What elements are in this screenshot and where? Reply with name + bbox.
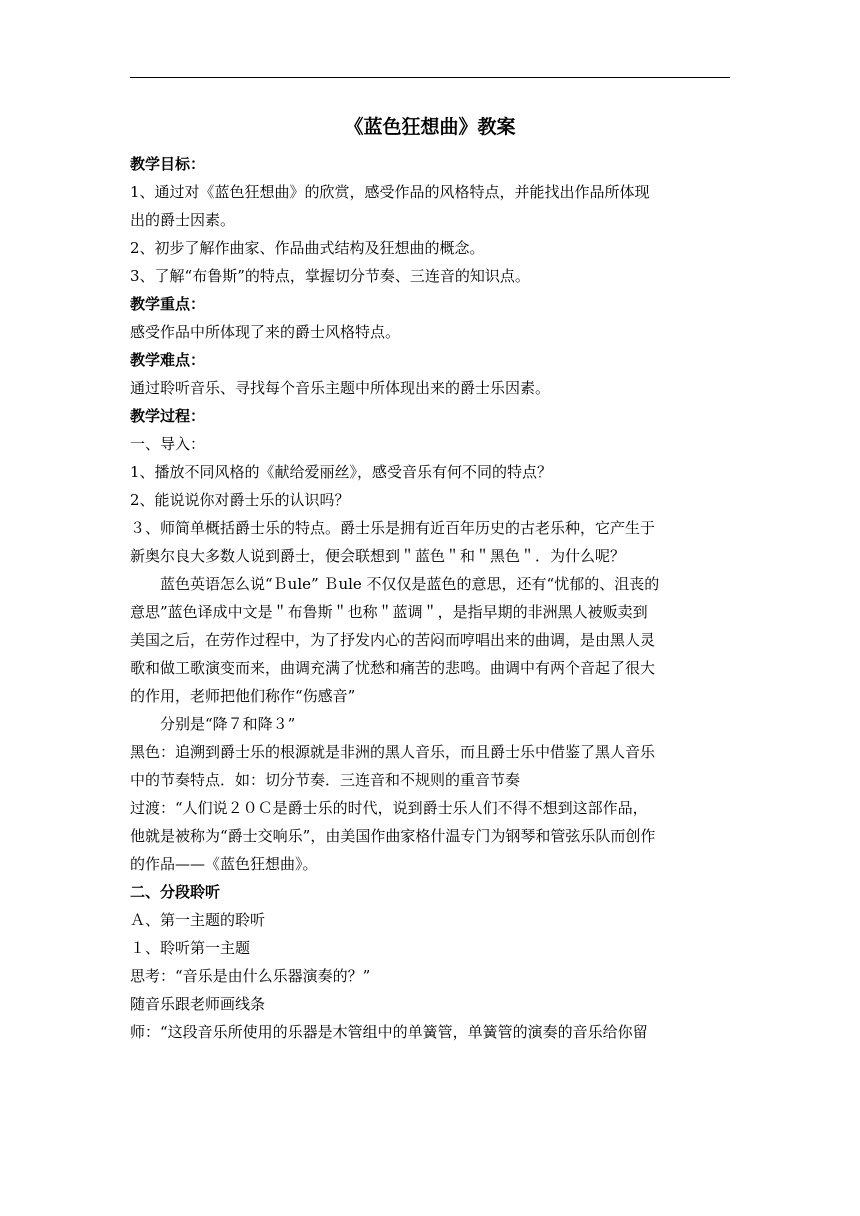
paragraph-line: 歌和做工歌演变而来，曲调充满了忧愁和痛苦的悲鸣。曲调中有两个音起了很大 — [130, 659, 656, 677]
paragraph-line: 的作品——《蓝色狂想曲》。 — [130, 855, 318, 873]
paragraph-line: 的作用，老师把他们称作“伤感音” — [130, 687, 356, 705]
section-heading: 二、分段聆听 — [130, 883, 221, 901]
paragraph-line: 中的节奏特点．如：切分节奏．三连音和不规则的重音节奏 — [130, 771, 521, 789]
paragraph-line: 通过聆听音乐、寻找每个音乐主题中所体现出来的爵士乐因素。 — [130, 379, 551, 397]
paragraph-line: 1、通过对《蓝色狂想曲》的欣赏，感受作品的风格特点，并能找出作品所体现 — [130, 183, 650, 201]
paragraph-line: 新奥尔良大多数人说到爵士，便会联想到＂蓝色＂和＂黑色＂．为什么呢？ — [130, 547, 626, 565]
document-title: 《蓝色狂想曲》教案 — [344, 116, 516, 138]
section-heading: 教学过程： — [130, 407, 206, 425]
section-heading: 教学重点： — [130, 295, 206, 313]
paragraph-line: 师：“这段音乐所使用的乐器是木管组中的单簧管，单簧管的演奏的音乐给你留 — [130, 1023, 648, 1041]
section-heading: 教学难点： — [130, 351, 206, 369]
header-rule — [130, 77, 730, 78]
paragraph-line: 意思”蓝色译成中文是＂布鲁斯＂也称＂蓝调＂，是指早期的非洲黑人被贩卖到 — [130, 603, 648, 621]
paragraph-line: 2、能说说你对爵士乐的认识吗？ — [130, 491, 350, 509]
paragraph-line: 2、初步了解作曲家、作品曲式结构及狂想曲的概念。 — [130, 239, 485, 257]
paragraph-line: 他就是被称为“爵士交响乐”，由美国作曲家格什温专门为钢琴和管弦乐队而创作 — [130, 827, 656, 845]
paragraph-line: 过渡：“人们说２０Ｃ是爵士乐的时代，说到爵士乐人们不得不想到这部作品， — [130, 799, 648, 817]
paragraph-line: 分别是“降７和降３” — [160, 715, 296, 733]
paragraph-line: 随音乐跟老师画线条 — [130, 995, 266, 1013]
paragraph-line: 出的爵士因素。 — [130, 211, 236, 229]
section-heading: 教学目标： — [130, 155, 206, 173]
paragraph-line: 感受作品中所体现了来的爵士风格特点。 — [130, 323, 401, 341]
paragraph-line: Ａ、第一主题的聆听 — [130, 911, 266, 929]
paragraph-line: 3、了解“布鲁斯”的特点，掌握切分节奏、三连音的知识点。 — [130, 267, 530, 285]
paragraph-line: 黑色：追溯到爵士乐的根源就是非洲的黑人音乐，而且爵士乐中借鉴了黑人音乐 — [130, 743, 656, 761]
paragraph-line: ３、师简单概括爵士乐的特点。爵士乐是拥有近百年历史的古老乐种，它产生于 — [130, 519, 656, 537]
paragraph-line: 美国之后，在劳作过程中，为了抒发内心的苦闷而哼唱出来的曲调，是由黑人灵 — [130, 631, 656, 649]
paragraph-line: 思考：“音乐是由什么乐器演奏的？” — [130, 967, 371, 985]
paragraph-line: 一、导入： — [130, 435, 206, 453]
document-body — [130, 150, 730, 1046]
paragraph-line: 1、播放不同风格的《献给爱丽丝》，感受音乐有何不同的特点？ — [130, 463, 553, 481]
paragraph-line: １、聆听第一主题 — [130, 939, 251, 957]
paragraph-line: 蓝色英语怎么说“Ｂule” Ｂule 不仅仅是蓝色的意思，还有“忧郁的、沮丧的 — [160, 575, 660, 593]
